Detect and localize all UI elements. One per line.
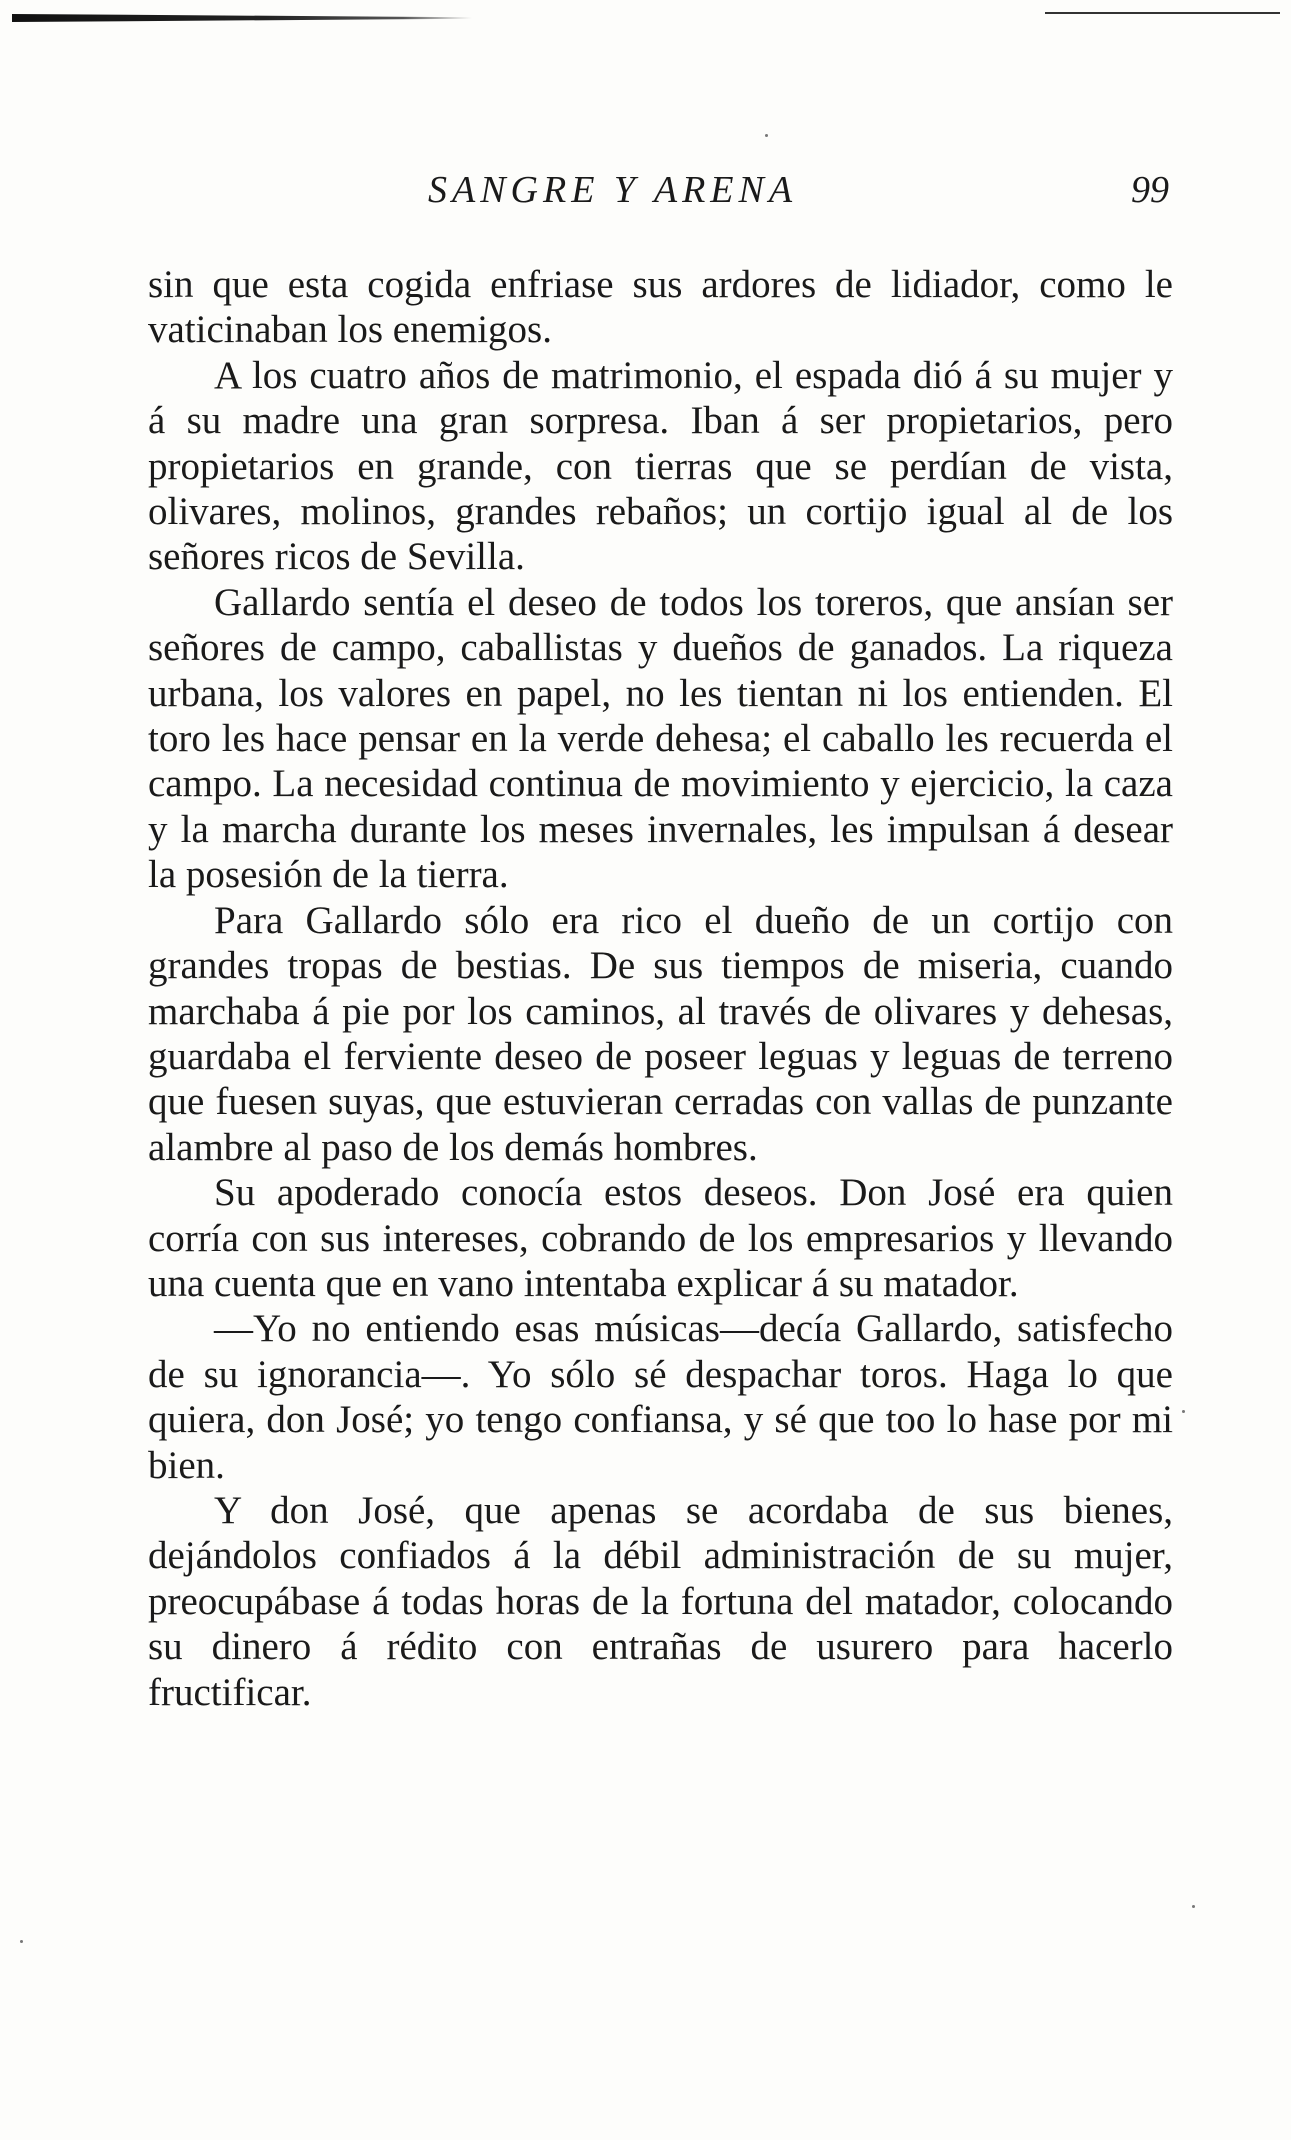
paper-speck — [20, 1940, 23, 1943]
paragraph: —Yo no entiendo esas músicas—decía Gallardo, satisfecho de su ignorancia—. Yo sólo sé despachar toros. Haga lo que quiera, don José; yo tengo confiansa, y sé que too lo hase por mi bien. — [148, 1307, 1173, 1487]
paragraph: sin que esta cogida enfriase sus ardores de lidiador, como le vaticinaban los enemigos. — [148, 263, 1173, 352]
page-number: 99 — [1131, 169, 1169, 211]
paper-speck — [1182, 1410, 1185, 1413]
paragraph: A los cuatro años de matrimonio, el espada dió á su mujer y á su madre una gran sorpresa. Iban á ser propietarios, pero propietarios en grande, con tierras que se perdían de vista, olivares, molinos, grandes rebaños; un cortijo igual al de los señores ricos de Sevilla. — [148, 353, 1173, 579]
paragraph: Su apoderado conocía estos deseos. Don José era quien corría con sus intereses, cobrando de los empresarios y llevando una cuenta que en vano intentaba explicar á su matador. — [148, 1171, 1173, 1305]
paragraph: Gallardo sentía el deseo de todos los toreros, que ansían ser señores de campo, caballistas y dueños de ganados. La riqueza urbana, los valores en papel, no les tientan ni los entienden. El toro les hace pensar en la verde dehesa; el caballo les recuerda el campo. La necesidad continua de movimiento y ejercicio, la caza y la marcha durante los meses invernales, les impulsan á desear la posesión de la tierra. — [148, 580, 1173, 897]
running-title: SANGRE Y ARENA — [428, 169, 798, 211]
paper-speck — [1192, 1905, 1195, 1908]
paragraph: Y don José, que apenas se acordaba de sus bienes, dejándolos confiados á la débil administración de su mujer, preocupábase á todas horas de la fortuna del matador, colocando su dinero á rédito con entrañas de usurero para hacerlo fructificar. — [148, 1488, 1173, 1714]
paragraph: Para Gallardo sólo era rico el dueño de un cortijo con grandes tropas de bestias. De sus tiempos de miseria, cuando marchaba á pie por los caminos, al través de olivares y dehesas, guardaba el ferviente deseo de poseer leguas y leguas de terreno que fuesen suyas, que estuvieran cerradas con vallas de punzante alambre al paso de los demás hombres. — [148, 898, 1173, 1169]
running-head — [0, 168, 1291, 218]
paper-speck — [765, 134, 768, 137]
body-text — [148, 262, 1173, 1715]
top-right-printed-rule — [1045, 12, 1280, 14]
top-left-printed-rule — [12, 14, 472, 22]
